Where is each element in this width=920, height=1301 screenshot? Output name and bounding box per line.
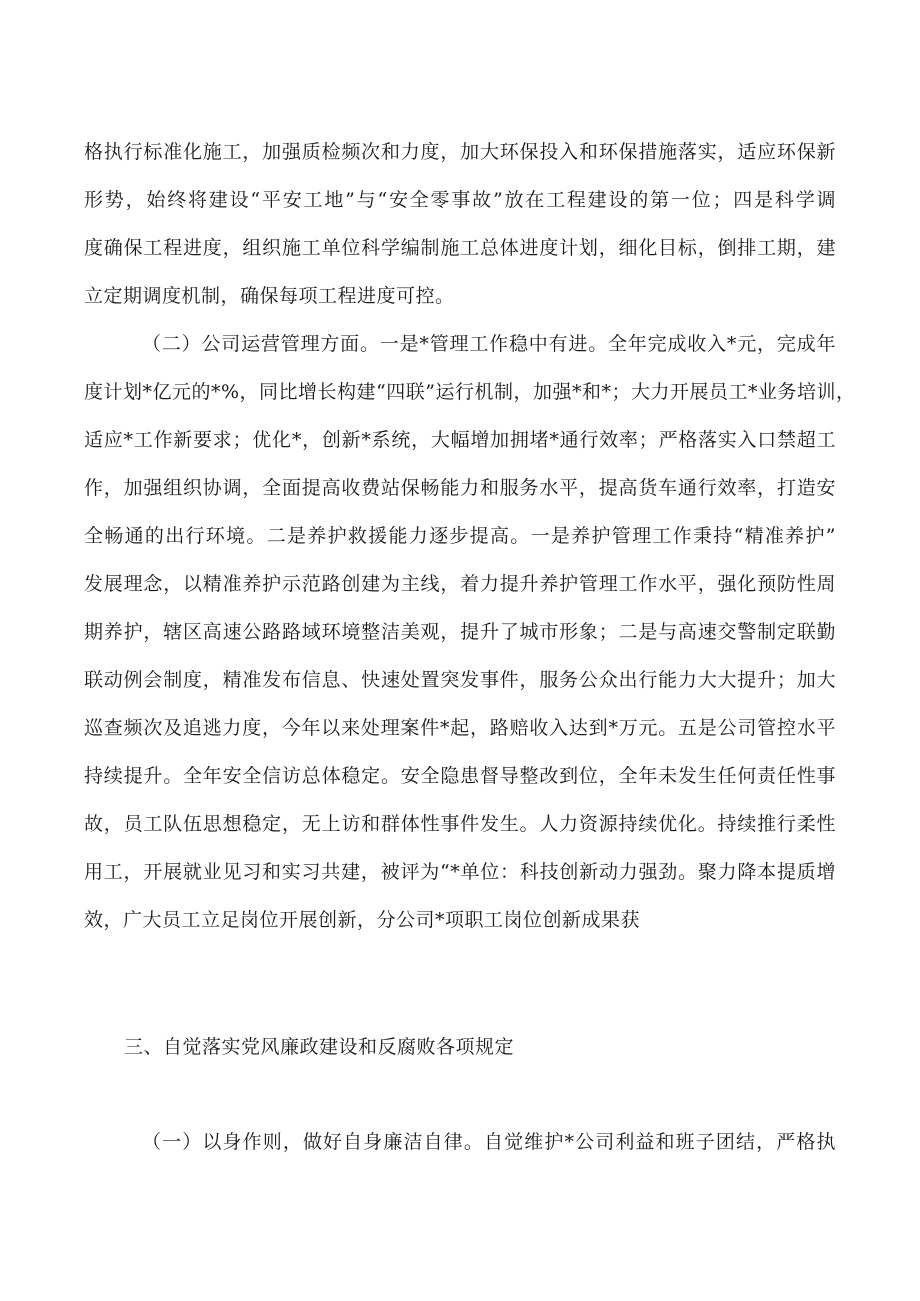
text-line: 巡查频次及追逃力度，今年以来处理案件*起，路赔收入达到*万元。五是公司管控水平 — [84, 717, 836, 739]
text-line: 发展理念，以精准养护示范路创建为主线，着力提升养护管理工作水平，强化预防性周 — [84, 573, 836, 595]
text-line: 立定期调度机制，确保每项工程进度可控。 — [84, 285, 455, 307]
section-heading: 三、自觉落实党风廉政建设和反腐败各项规定 — [124, 1036, 515, 1058]
text-line: 全畅通的出行环境。二是养护救援能力逐步提高。一是养护管理工作秉持“精准养护” — [84, 525, 836, 547]
text-line: 度确保工程进度，组织施工单位科学编制施工总体进度计划，细化目标，倒排工期，建 — [84, 237, 836, 259]
text-line: 期养护，辖区高速公路路域环境整洁美观，提升了城市形象；二是与高速交警制定联勤 — [84, 621, 836, 643]
text-line: 效，广大员工立足岗位开展创新，分公司*项职工岗位创新成果获 — [84, 909, 641, 931]
text-line: 格执行标准化施工，加强质检频次和力度，加大环保投入和环保措施落实，适应环保新 — [84, 141, 836, 163]
text-line: 作，加强组织协调，全面提高收费站保畅能力和服务水平，提高货车通行效率，打造安 — [84, 477, 836, 499]
text-line: 度计划*亿元的*%，同比增长构建“四联”运行机制，加强*和*；大力开展员工*业务培训， — [84, 381, 856, 403]
text-line: 适应*工作新要求；优化*，创新*系统，大幅增加拥堵*通行效率；严格落实入口禁超工 — [84, 429, 836, 451]
text-line: 持续提升。全年安全信访总体稳定。安全隐患督导整改到位，全年未发生任何责任性事 — [84, 765, 836, 787]
text-line: 用工，开展就业见习和实习共建，被评为“*单位：科技创新动力强劲。聚力降本提质增 — [84, 861, 836, 883]
text-line: 故，员工队伍思想稳定，无上访和群体性事件发生。人力资源持续优化。持续推行柔性 — [84, 813, 836, 835]
text-line: （二）公司运营管理方面。一是*管理工作稳中有进。全年完成收入*元，完成年 — [142, 333, 836, 355]
text-line: 形势，始终将建设“平安工地”与“安全零事故”放在工程建设的第一位；四是科学调 — [84, 189, 836, 211]
text-line: 联动例会制度，精准发布信息、快速处置突发事件，服务公众出行能力大大提升；加大 — [84, 669, 836, 691]
text-line: （一）以身作则，做好自身廉洁自律。自觉维护*公司利益和班子团结，严格执 — [142, 1131, 836, 1153]
